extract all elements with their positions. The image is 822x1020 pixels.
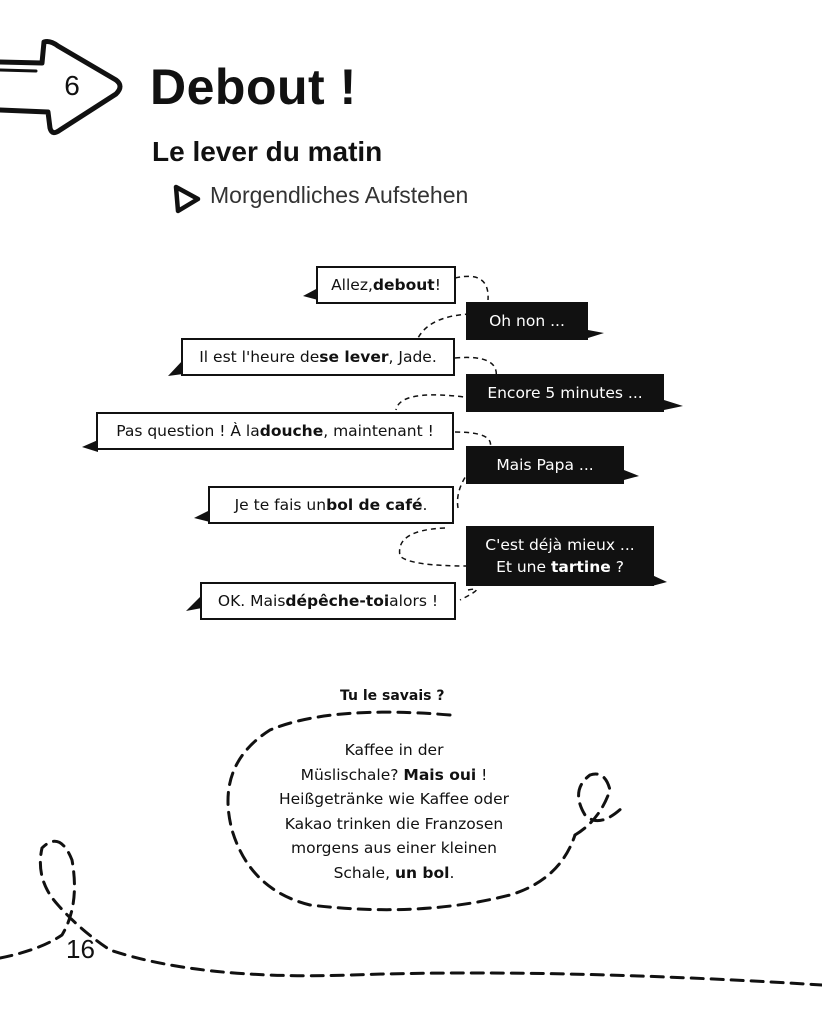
bubble-child-4: C'est déjà mieux ... Et une tartine ?	[466, 526, 654, 586]
bubble-parent-3: Pas question ! À la douche , maintenant !	[96, 412, 454, 450]
bubble-parent-4: Je te fais un bol de café .	[208, 486, 454, 524]
bubble-child-1: Oh non ...	[466, 302, 588, 340]
bubble-child-2: Encore 5 minutes ...	[466, 374, 664, 412]
chapter-number: 6	[64, 70, 80, 101]
bubble-parent-1: Allez, debout !	[316, 266, 456, 304]
bubble-parent-2: Il est l'heure de se lever , Jade.	[181, 338, 455, 376]
section-subtitle: Le lever du matin	[152, 136, 383, 167]
bubble-parent-5: OK. Mais dépêche-toi alors !	[200, 582, 456, 620]
chapter-title: Debout !	[150, 59, 357, 115]
play-triangle-icon	[176, 187, 198, 211]
note-body: Kaffee in der Müslischale? Mais oui ! Heißgetränke wie Kaffee oder Kakao trinken die Franzosen morgens aus einer kleinen Schale, un bol.	[278, 741, 510, 882]
bubble-child-3: Mais Papa ...	[466, 446, 624, 484]
note-title: Tu le savais ?	[340, 688, 445, 704]
section-translation: Morgendliches Aufstehen	[210, 182, 469, 208]
page-number: 16	[66, 934, 95, 964]
